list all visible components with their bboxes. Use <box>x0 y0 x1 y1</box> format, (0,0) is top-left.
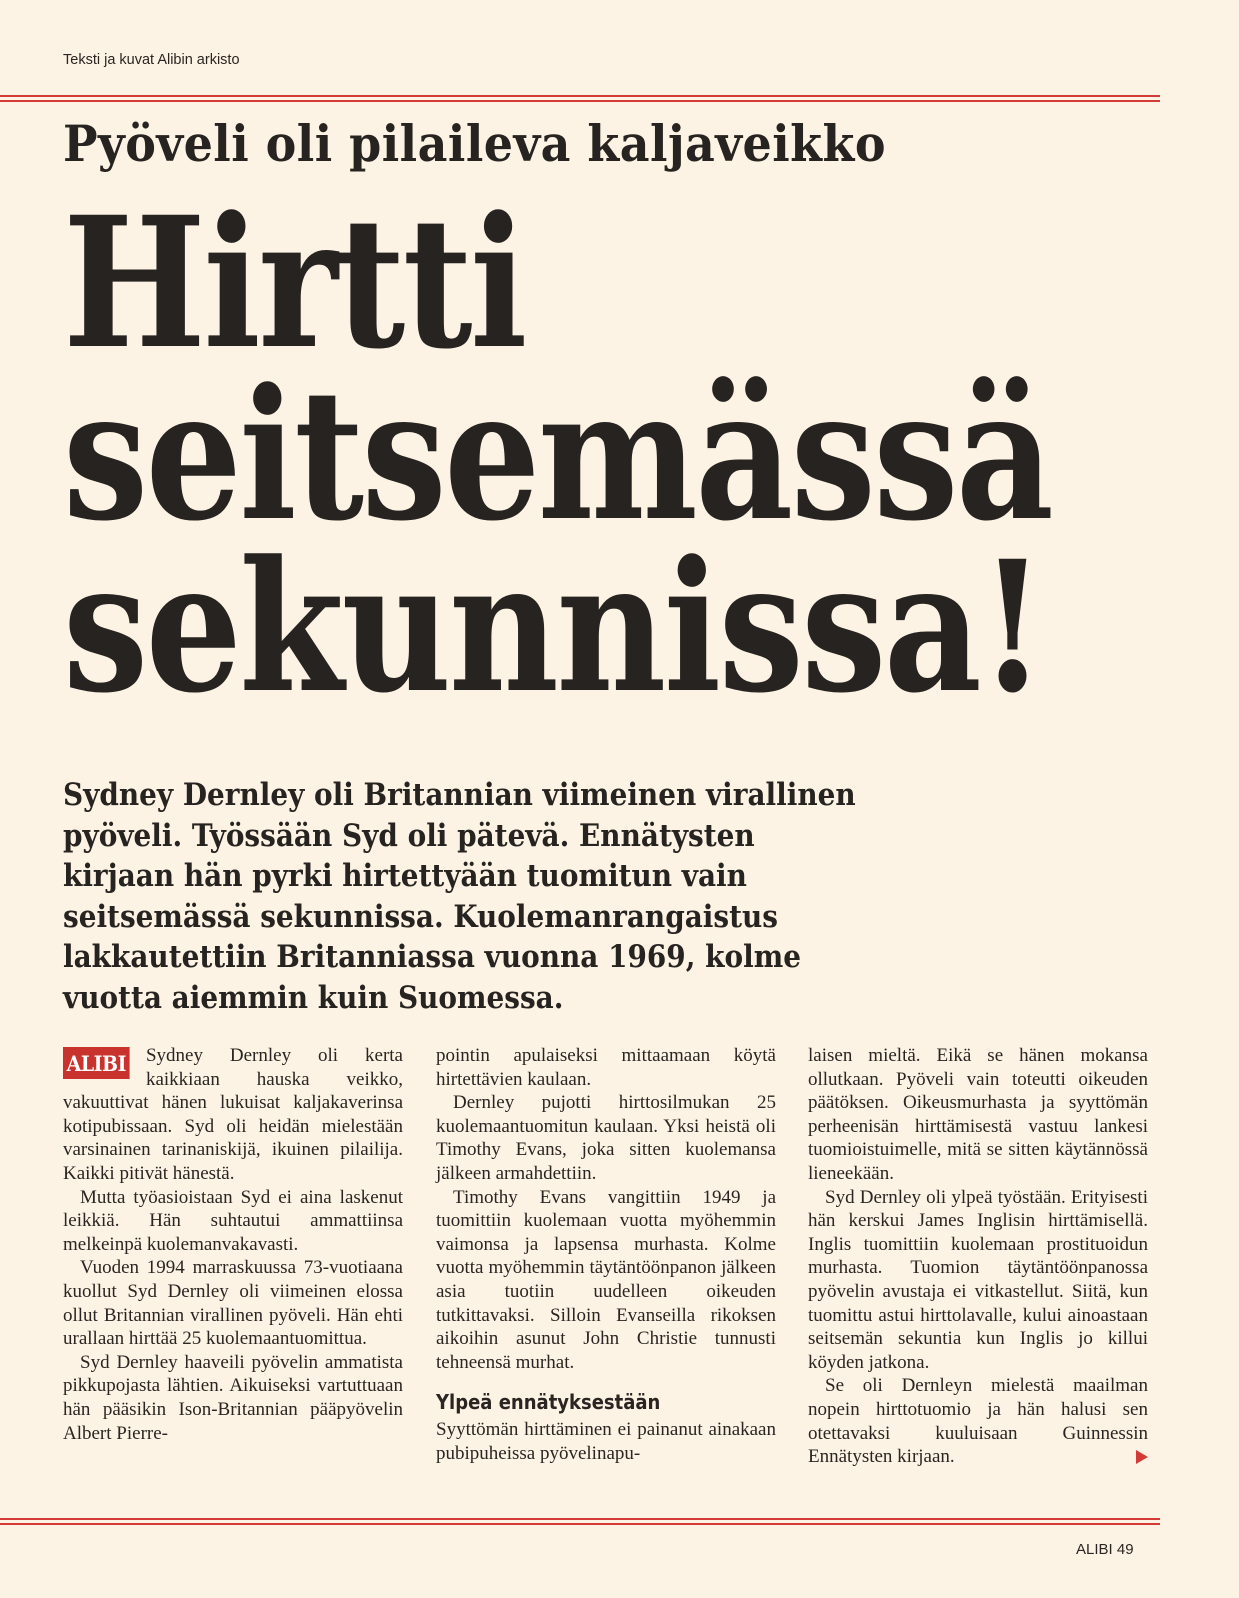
alibi-logo-badge: ALIBI <box>63 1047 130 1079</box>
lead-line: Sydney Dernley oli Britannian viimeinen virallinen <box>63 777 856 813</box>
credit-source: Alibin arkisto <box>157 52 240 68</box>
lead-line: seitsemässä sekunnissa. Kuolemanrangaistus <box>63 898 778 935</box>
body-paragraph: pointin apulaiseksi mittaamaan köytä hirtettävien kaulaan. <box>436 1045 776 1090</box>
headline-line-1: Hirtti <box>63 178 525 389</box>
main-headline <box>63 178 1183 733</box>
body-column-2 <box>436 1044 776 1466</box>
lead-line: vuotta aiemmin kuin Suomessa. <box>63 979 564 1016</box>
body-paragraph: laisen mieltä. Eikä se hänen mokansa ollutkaan. Pyöveli vain toteutti oikeuden päätöksen. Oikeusmurhasta ja syyttömän perheenisän hirttämisestä vastuu lankesi tuomioistuimelle, mitä se sitten käytännössä lieneekään. <box>808 1045 1148 1184</box>
body-paragraph: Vuoden 1994 marraskuussa 73-vuotiaana kuollut Syd Dernley oli viimeinen elossa ollut Britannian virallinen pyöveli. Hän ehti urallaan hirttää 25 kuolemaantuomittua. <box>63 1257 403 1350</box>
lead-line: kirjaan hän pyrki hirtettyään tuomitun vain <box>63 858 747 894</box>
credit-prefix: Teksti ja kuvat <box>63 52 155 68</box>
headline-line-3: sekunnissa! <box>63 522 1044 733</box>
section-subheading: Ylpeä ennätyksestään <box>436 1390 661 1415</box>
headline-line-2: seitsemässä <box>63 350 1052 561</box>
end-of-article-triangle-icon <box>1136 1450 1148 1464</box>
photo-credit <box>63 52 240 68</box>
body-paragraph: Syyttömän hirttäminen ei painanut ainakaan pubipuheissa pyövelinapu- <box>436 1419 776 1464</box>
page-folio: ALIBI 49 <box>1076 1541 1134 1558</box>
body-column-1 <box>63 1044 403 1445</box>
lead-line: lakkautettiin Britanniassa vuonna 1969, kolme <box>63 939 801 975</box>
kicker-headline: Pyöveli oli pilaileva kaljaveikko <box>63 114 886 173</box>
body-paragraph: Syd Dernley oli ylpeä työstään. Erityisesti hän kerskui James Inglisin hirttämisellä. Inglis tuomittiin kuolemaan prostituoidun murhasta. Tuomion täytäntöönpanossa pyövelin avustaja ei vitkastellut. Siitä, kun tuomittu astui hirttolavalle, kului ainoastaan seitsemän sekuntia kun Inglis jo killui köyden jatkona. <box>808 1186 1148 1373</box>
body-paragraph: ALIBI Sydney Dernley oli kerta kaikkiaan hauska veikko, vakuuttivat hänen lukuisat kaljakaverinsa kotipubissaan. Syd oli heidän mielestään varsinainen tarinaniskijä, ikuinen pilailija. Kaikki pitivät hänestä. <box>63 1045 403 1184</box>
body-paragraph: Dernley pujotti hirttosilmukan 25 kuolemaantuomitun kaulaan. Yksi heistä oli Timothy Evans, joka sitten kuolemansa jälkeen armahdettiin. <box>436 1092 776 1184</box>
lead-line: pyöveli. Työssään Syd oli pätevä. Ennätysten <box>63 817 755 854</box>
body-paragraph: Mutta työasioistaan Syd ei aina laskenut leikkiä. Hän suhtautui ammattiinsa melkeinpä kuolemanvakavasti. <box>63 1186 403 1255</box>
lead-paragraph <box>63 775 900 1018</box>
bottom-double-rule <box>0 1518 1160 1525</box>
body-column-3 <box>808 1044 1148 1469</box>
top-double-rule <box>0 95 1160 102</box>
body-paragraph: Timothy Evans vangittiin 1949 ja tuomittiin kuolemaan vuotta myöhemmin vaimonsa ja lapsensa murhasta. Kolme vuotta myöhemmin täytäntöönpanon jälkeen asia tuotiin uudelleen oikeuden tutkittavaksi. Silloin Evanseilla rikoksen aikoihin asunut John Christie tunnusti tehneensä murhat. <box>436 1186 776 1373</box>
body-paragraph: Se oli Dernleyn mielestä maailman nopein hirttotuomio ja hän halusi sen otettavaksi kuuluisaan Guinnessin Ennätysten kirjaan. <box>808 1375 1148 1468</box>
body-paragraph: Syd Dernley haaveili pyövelin ammatista pikkupojasta lähtien. Aikuiseksi vartuttuaan hän pääsikin Ison-Britannian pääpyövelin Albert Pierre- <box>63 1351 403 1444</box>
